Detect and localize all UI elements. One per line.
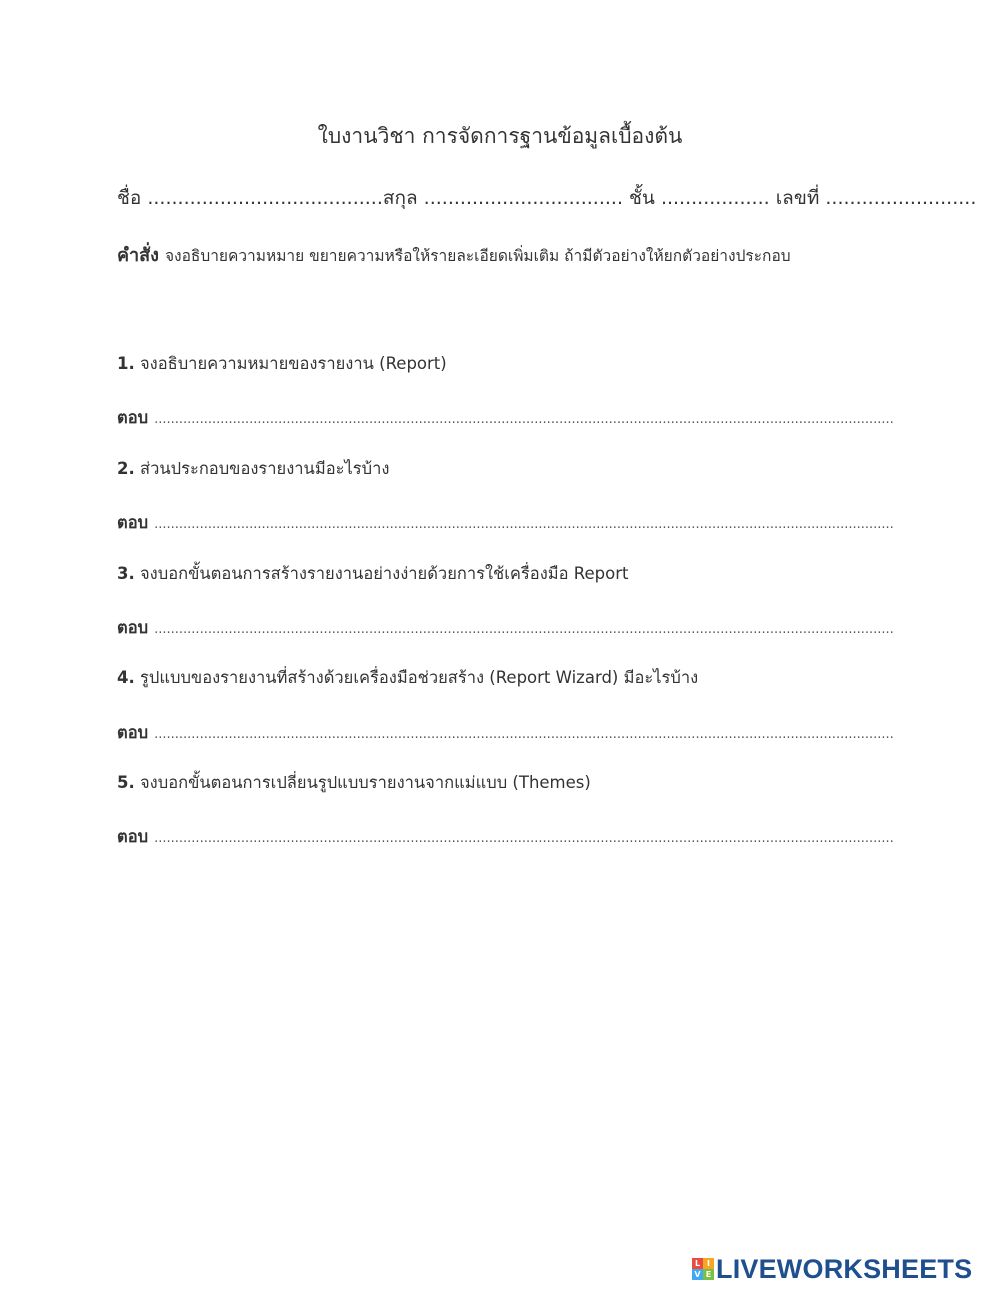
question-number: 5. — [117, 773, 135, 792]
question-text: รูปแบบของรายงานที่สร้างด้วยเครื่องมือช่วยสร้าง (Report Wizard) มีอะไรบ้าง — [140, 668, 699, 687]
question-text: จงบอกขั้นตอนการเปลี่ยนรูปแบบรายงานจากแม่แบบ (Themes) — [140, 773, 591, 792]
answer-dots: ................................................................................................................................................................................... — [154, 622, 894, 637]
answer-dots: ................................................................................................................................................................................... — [154, 412, 894, 427]
logo-tile-e: E — [703, 1269, 714, 1280]
answer-line-4[interactable] — [117, 719, 894, 749]
answer-label: ตอบ — [117, 723, 149, 742]
liveworksheets-logo[interactable] — [692, 1254, 972, 1284]
answer-label: ตอบ — [117, 618, 149, 637]
answer-label: ตอบ — [117, 513, 149, 532]
question-number: 4. — [117, 668, 135, 687]
answer-line-1[interactable] — [117, 404, 894, 434]
answer-line-2[interactable] — [117, 509, 894, 539]
answer-dots: ................................................................................................................................................................................... — [154, 831, 894, 846]
question-number: 3. — [117, 564, 135, 583]
question-5 — [117, 769, 887, 797]
liveworksheets-logo-text: LIVEWORKSHEETS — [716, 1253, 973, 1284]
question-2 — [117, 455, 887, 483]
question-3 — [117, 560, 887, 588]
answer-label: ตอบ — [117, 408, 149, 427]
instruction-label: คำสั่ง — [117, 245, 159, 266]
answer-line-3[interactable] — [117, 614, 894, 644]
instruction-text: จงอธิบายความหมาย ขยายความหรือให้รายละเอียดเพิ่มเติม ถ้ามีตัวอย่างให้ยกตัวอย่างประกอบ — [164, 247, 791, 265]
logo-tile-l: L — [692, 1258, 703, 1269]
instruction — [117, 241, 887, 271]
question-text: ส่วนประกอบของรายงานมีอะไรบ้าง — [140, 459, 390, 478]
answer-dots: ................................................................................................................................................................................... — [154, 727, 894, 742]
student-info-line: ชื่อ .......................................สกุล ................................. ชั้น .................. เลขที่ ......................... — [117, 187, 977, 209]
liveworksheets-logo-icon — [692, 1258, 714, 1280]
logo-tile-i: I — [703, 1258, 714, 1269]
question-text: จงบอกขั้นตอนการสร้างรายงานอย่างง่ายด้วยการใช้เครื่องมือ Report — [140, 564, 629, 583]
logo-tile-v: V — [692, 1269, 703, 1280]
worksheet-title: ใบงานวิชา การจัดการฐานข้อมูลเบื้องต้น — [317, 124, 683, 148]
answer-line-5[interactable] — [117, 823, 894, 853]
answer-label: ตอบ — [117, 827, 149, 846]
question-1 — [117, 350, 887, 378]
answer-dots: ................................................................................................................................................................................... — [154, 517, 894, 532]
question-text: จงอธิบายความหมายของรายงาน (Report) — [140, 354, 447, 373]
question-4 — [117, 664, 887, 692]
question-number: 1. — [117, 354, 135, 373]
question-number: 2. — [117, 459, 135, 478]
